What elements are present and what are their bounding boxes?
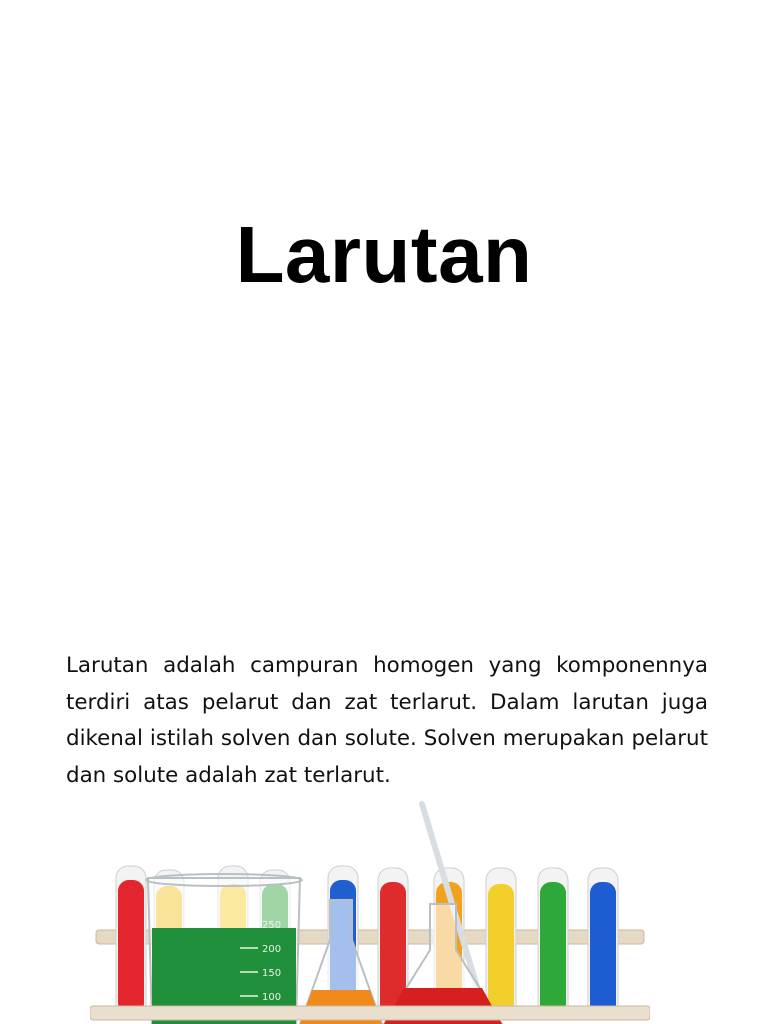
beaker-mark-200: 200	[262, 944, 282, 955]
lab-glassware-illustration	[90, 800, 650, 1024]
test-tube-blue-2	[588, 868, 618, 1018]
test-tube-rack-front	[90, 1006, 650, 1020]
beaker-mark-100: 100	[262, 992, 282, 1003]
slide-body-text: Larutan adalah campuran homogen yang komponennya terdiri atas pelarut dan zat terlarut. Dalam larutan juga dikenal istilah solven dan solute. Solven merupakan pelarut dan solute adalah zat terlarut.	[66, 653, 708, 788]
test-tube-yellow-3	[486, 868, 516, 1018]
beaker-mark-150: 150	[262, 968, 282, 979]
beaker-mark-250: 250	[262, 920, 282, 931]
test-tube-green-2	[538, 868, 568, 1018]
test-tube-red	[116, 866, 146, 1016]
flask-orange	[300, 900, 382, 1024]
beaker-green	[146, 874, 302, 1024]
slide-title: Larutan	[235, 210, 533, 299]
